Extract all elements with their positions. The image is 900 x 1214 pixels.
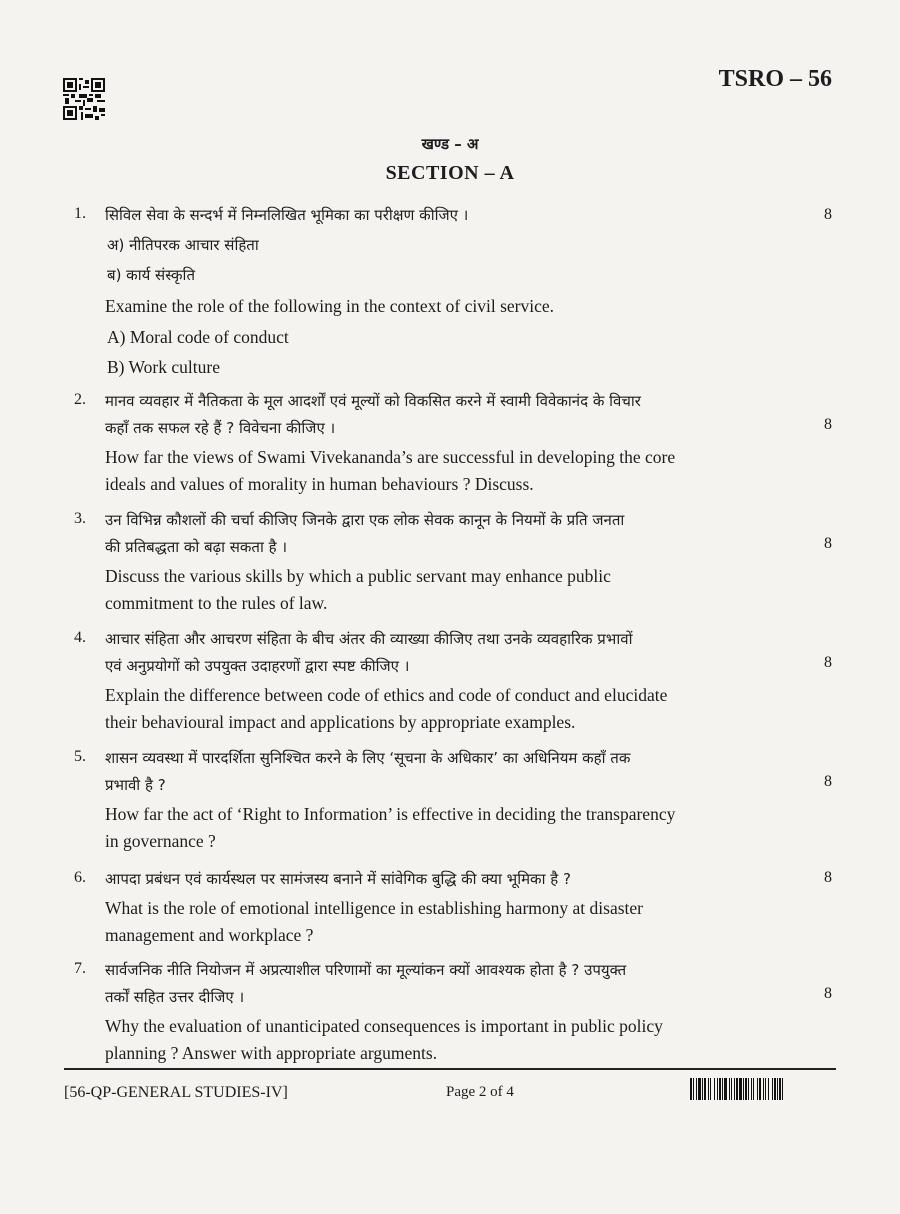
question-text-english-line: Explain the difference between code of ethics and code of conduct and elucidate [105, 685, 668, 705]
question-number: 4. [74, 629, 86, 646]
sub-item-english-a: A) Moral code of conduct [107, 327, 289, 347]
question-text-hindi-line: की प्रतिबद्धता को बढ़ा सकता है । [105, 538, 288, 556]
question-number: 3. [74, 510, 86, 527]
question-text [105, 626, 799, 736]
question-text-hindi-line: उन विभिन्न कौशलों की चर्चा कीजिए जिनके द्वारा एक लोक सेवक कानून के नियमों के प्रति जनता [105, 511, 625, 529]
question-marks: 8 [824, 654, 832, 671]
question-marks: 8 [824, 206, 832, 223]
question-text [105, 507, 799, 617]
question-text-english-line: How far the views of Swami Vivekananda’s are successful in developing the core [105, 447, 676, 467]
question-text-hindi-line: सार्वजनिक नीति नियोजन में अप्रत्याशील परिणामों का मूल्यांकन क्यों आवश्यक होता है ? उपयुक्त [105, 961, 627, 979]
question-text-hindi-line: तर्कों सहित उत्तर दीजिए । [105, 988, 245, 1006]
question-text-hindi-line: शासन व्यवस्था में पारदर्शिता सुनिश्चित करने के लिए ‘सूचना के अधिकार’ का अधिनियम कहाँ तक [105, 749, 631, 767]
question-text [105, 957, 799, 1067]
question-text-hindi-line: एवं अनुप्रयोगों को उपयुक्त उदाहरणों द्वारा स्पष्ट कीजिए । [105, 657, 410, 675]
barcode-icon [690, 1078, 836, 1100]
question-marks: 8 [824, 985, 832, 1002]
question-number: 5. [74, 748, 86, 765]
question-marks: 8 [824, 416, 832, 433]
section-title-english: SECTION – A [385, 162, 515, 184]
question-number: 1. [74, 205, 86, 222]
question-text-english-line: commitment to the rules of law. [105, 593, 328, 613]
question-marks: 8 [824, 869, 832, 886]
question-text-hindi-line: प्रभावी है ? [105, 776, 166, 794]
sub-item-hindi-a: अ) नीतिपरक आचार संहिता [107, 236, 259, 254]
question-marks: 8 [824, 773, 832, 790]
question-text-hindi-line: आपदा प्रबंधन एवं कार्यस्थल पर सामंजस्य बनाने में सांवेगिक बुद्धि की क्या भूमिका है ? [105, 870, 571, 888]
question-text [105, 202, 799, 381]
question-text-hindi-line: आचार संहिता और आचरण संहिता के बीच अंतर की व्याख्या कीजिए तथा उनके व्यवहारिक प्रभावों [105, 630, 633, 648]
question-text-hindi-line: मानव व्यवहार में नैतिकता के मूल आदर्शों एवं मूल्यों को विकसित करने में स्वामी विवेकानंद के विचार [105, 392, 641, 410]
question-text-english-line: Examine the role of the following in the context of civil service. [105, 296, 555, 316]
question-text [105, 745, 799, 855]
question-text [105, 866, 799, 949]
paper-code: TSRO – 56 [718, 66, 832, 92]
question-text-english-line: How far the act of ‘Right to Information’ is effective in deciding the transparency [105, 804, 676, 824]
question-text-english-line: What is the role of emotional intelligence in establishing harmony at disaster [105, 898, 643, 918]
question-text-english-line: planning ? Answer with appropriate arguments. [105, 1043, 438, 1063]
question-number: 2. [74, 391, 86, 408]
sub-item-english-b: B) Work culture [107, 357, 220, 377]
question-number: 6. [74, 869, 86, 886]
question-text-english-line: Why the evaluation of unanticipated consequences is important in public policy [105, 1016, 663, 1036]
question-text-english-line: ideals and values of morality in human behaviours ? Discuss. [105, 474, 534, 494]
question-text-english-line: in governance ? [105, 831, 216, 851]
question-number: 7. [74, 960, 86, 977]
qr-code-icon [63, 78, 105, 120]
sub-item-hindi-b: ब) कार्य संस्कृति [107, 266, 195, 284]
page-number: Page 2 of 4 [446, 1084, 514, 1100]
paper-title: [56-QP-GENERAL STUDIES-IV] [64, 1084, 288, 1101]
question-text [105, 388, 799, 498]
section-title-hindi: खण्ड – अ [421, 135, 479, 153]
question-text-hindi-line: कहाँ तक सफल रहे हैं ? विवेचना कीजिए । [105, 419, 336, 437]
question-text-english-line: management and workplace ? [105, 925, 314, 945]
question-text-english-line: Discuss the various skills by which a public servant may enhance public [105, 566, 611, 586]
question-text-hindi-line: सिविल सेवा के सन्दर्भ में निम्नलिखित भूमिका का परीक्षण कीजिए । [105, 206, 469, 224]
question-text-english-line: their behavioural impact and applications by appropriate examples. [105, 712, 576, 732]
question-marks: 8 [824, 535, 832, 552]
footer-divider [64, 1068, 836, 1070]
